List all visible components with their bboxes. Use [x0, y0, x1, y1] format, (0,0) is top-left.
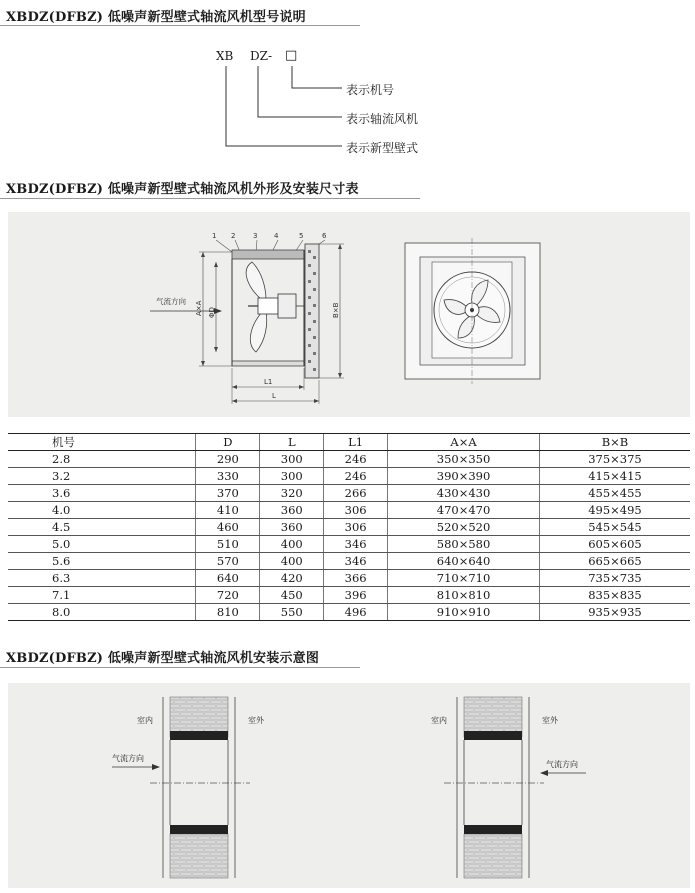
cell-d: 330 — [196, 468, 260, 485]
cell-l1: 496 — [324, 604, 388, 621]
cell-bxb: 495×495 — [539, 502, 690, 519]
cell-axa: 350×350 — [388, 451, 540, 468]
cell-axa: 520×520 — [388, 519, 540, 536]
cell-model: 6.3 — [8, 570, 196, 587]
cell-d: 370 — [196, 485, 260, 502]
installation-left — [112, 697, 265, 878]
cell-l: 300 — [260, 468, 324, 485]
cell-l1: 306 — [324, 519, 388, 536]
cell-model: 5.6 — [8, 553, 196, 570]
right-indoor-label: 室内 — [431, 716, 447, 725]
section2-prefix: XBDZ(DFBZ) — [6, 182, 104, 197]
cell-d: 510 — [196, 536, 260, 553]
right-airflow-label: 气流方向 — [546, 760, 578, 769]
cell-model: 4.5 — [8, 519, 196, 536]
cell-bxb: 545×545 — [539, 519, 690, 536]
dim-label-axa: A×A — [195, 300, 203, 316]
cell-axa: 640×640 — [388, 553, 540, 570]
cell-bxb: 455×455 — [539, 485, 690, 502]
cell-d: 810 — [196, 604, 260, 621]
dim-label-l1: L1 — [264, 378, 273, 386]
cell-l: 450 — [260, 587, 324, 604]
section3-title: 低噪声新型壁式轴流风机安装示意图 — [107, 651, 320, 666]
cell-l1: 346 — [324, 536, 388, 553]
cell-l1: 246 — [324, 451, 388, 468]
section1-title: 低噪声新型壁式轴流风机型号说明 — [107, 10, 306, 25]
cell-d: 410 — [196, 502, 260, 519]
cell-bxb: 605×605 — [539, 536, 690, 553]
cell-model: 5.0 — [8, 536, 196, 553]
cell-axa: 810×810 — [388, 587, 540, 604]
col-header-l: L — [260, 434, 324, 451]
model-code-xb: XB — [216, 49, 234, 63]
installation-right — [431, 697, 586, 878]
cell-d: 290 — [196, 451, 260, 468]
cell-l1: 306 — [324, 502, 388, 519]
cell-d: 720 — [196, 587, 260, 604]
cell-axa: 430×430 — [388, 485, 540, 502]
cell-l1: 266 — [324, 485, 388, 502]
cell-axa: 710×710 — [388, 570, 540, 587]
dim-label-phid: ΦD — [208, 307, 216, 318]
cell-bxb: 935×935 — [539, 604, 690, 621]
cell-bxb: 415×415 — [539, 468, 690, 485]
col-header-d: D — [196, 434, 260, 451]
code-desc-axial: 表示轴流风机 — [346, 112, 419, 126]
section3-prefix: XBDZ(DFBZ) — [6, 651, 104, 666]
cell-axa: 910×910 — [388, 604, 540, 621]
cell-model: 8.0 — [8, 604, 196, 621]
cell-d: 570 — [196, 553, 260, 570]
code-desc-wall: 表示新型壁式 — [346, 141, 419, 155]
part-number-3: 3 — [253, 232, 258, 240]
side-view-airflow-label: 气流方向 — [156, 297, 186, 306]
cell-d: 640 — [196, 570, 260, 587]
cell-model: 4.0 — [8, 502, 196, 519]
cell-l: 360 — [260, 519, 324, 536]
cell-model: 2.8 — [8, 451, 196, 468]
left-indoor-label: 室内 — [137, 716, 153, 725]
part-number-2: 2 — [231, 232, 236, 240]
part-number-6: 6 — [322, 232, 327, 240]
left-airflow-label: 气流方向 — [112, 754, 144, 763]
cell-bxb: 375×375 — [539, 451, 690, 468]
cell-l: 320 — [260, 485, 324, 502]
cell-l1: 396 — [324, 587, 388, 604]
model-code-box: □ — [285, 48, 298, 63]
cell-l: 300 — [260, 451, 324, 468]
cell-axa: 390×390 — [388, 468, 540, 485]
code-desc-number: 表示机号 — [346, 83, 395, 97]
cell-model: 7.1 — [8, 587, 196, 604]
section2-title: 低噪声新型壁式轴流风机外形及安装尺寸表 — [107, 182, 359, 197]
cell-l: 400 — [260, 536, 324, 553]
cell-d: 460 — [196, 519, 260, 536]
part-number-1: 1 — [212, 232, 217, 240]
cell-l: 420 — [260, 570, 324, 587]
cell-bxb: 735×735 — [539, 570, 690, 587]
cell-axa: 470×470 — [388, 502, 540, 519]
cell-l1: 246 — [324, 468, 388, 485]
dim-label-l: L — [272, 392, 276, 400]
dim-label-bxb: B×B — [332, 302, 340, 318]
cell-l: 360 — [260, 502, 324, 519]
cell-model: 3.6 — [8, 485, 196, 502]
model-code-dz: DZ- — [250, 49, 273, 63]
col-header-bxb: B×B — [539, 434, 690, 451]
cell-l1: 346 — [324, 553, 388, 570]
cell-model: 3.2 — [8, 468, 196, 485]
cell-l: 400 — [260, 553, 324, 570]
left-outdoor-label: 室外 — [248, 716, 264, 725]
part-number-4: 4 — [274, 232, 279, 240]
cell-bxb: 835×835 — [539, 587, 690, 604]
section1-prefix: XBDZ(DFBZ) — [6, 10, 104, 25]
cell-l1: 366 — [324, 570, 388, 587]
part-number-5: 5 — [299, 232, 304, 240]
col-header-model: 机号 — [8, 434, 196, 451]
col-header-axa: A×A — [388, 434, 540, 451]
cell-bxb: 665×665 — [539, 553, 690, 570]
right-outdoor-label: 室外 — [542, 716, 558, 725]
cell-l: 550 — [260, 604, 324, 621]
cell-axa: 580×580 — [388, 536, 540, 553]
col-header-l1: L1 — [324, 434, 388, 451]
